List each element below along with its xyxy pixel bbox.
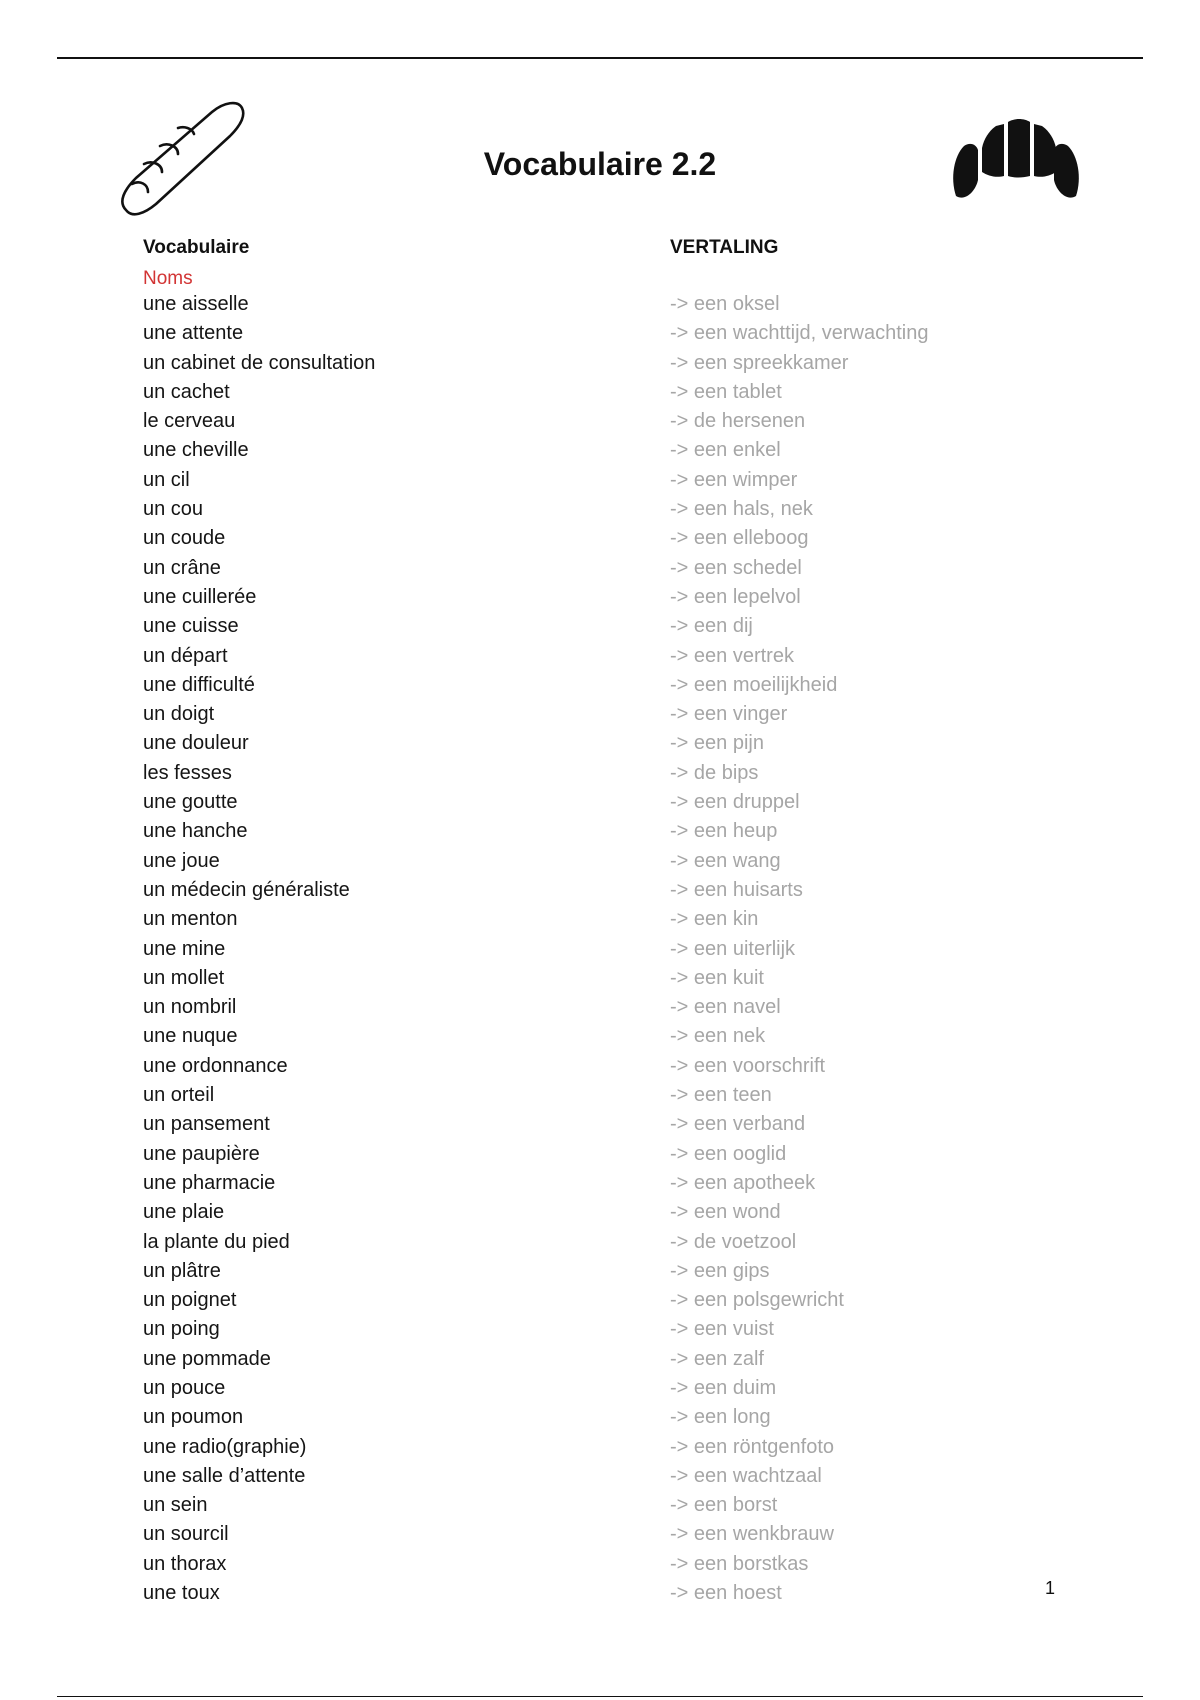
vocab-row xyxy=(0,645,1200,674)
dutch-translation: -> een pijn xyxy=(670,732,764,755)
dutch-translation: -> een lepelvol xyxy=(670,585,801,608)
vocab-row xyxy=(0,1377,1200,1406)
french-word: un poing xyxy=(143,1318,220,1341)
dutch-translation: -> een vuist xyxy=(670,1318,774,1341)
vocab-row xyxy=(0,322,1200,351)
vocab-row xyxy=(0,586,1200,615)
french-word: les fesses xyxy=(143,761,232,784)
dutch-translation: -> een kuit xyxy=(670,966,764,989)
section-label: Noms xyxy=(143,268,193,289)
dutch-translation: -> een verband xyxy=(670,1113,806,1136)
dutch-translation: -> een ooglid xyxy=(670,1142,787,1165)
vocab-row xyxy=(0,1231,1200,1260)
french-word: une douleur xyxy=(143,732,249,755)
vocab-row xyxy=(0,908,1200,937)
dutch-translation: -> een moeilijkheid xyxy=(670,673,838,696)
french-word: un sourcil xyxy=(143,1523,229,1546)
dutch-translation: -> een huisarts xyxy=(670,878,803,901)
french-word: un poumon xyxy=(143,1406,244,1429)
vocab-row xyxy=(0,1055,1200,1084)
vocab-row xyxy=(0,1348,1200,1377)
dutch-translation: -> de hersenen xyxy=(670,410,806,433)
dutch-translation: -> een kin xyxy=(670,908,759,931)
french-word: une attente xyxy=(143,322,244,345)
french-word: une radio(graphie) xyxy=(143,1435,307,1458)
vocab-row xyxy=(0,1494,1200,1523)
french-word: une nuque xyxy=(143,1025,238,1048)
french-word: un coude xyxy=(143,527,226,550)
vocab-row xyxy=(0,703,1200,732)
dutch-translation: -> een spreekkamer xyxy=(670,351,849,374)
dutch-translation: -> een schedel xyxy=(670,556,802,579)
vocab-row xyxy=(0,791,1200,820)
dutch-translation: -> een apotheek xyxy=(670,1171,816,1194)
dutch-translation: -> een hals, nek xyxy=(670,498,813,521)
dutch-translation: -> de bips xyxy=(670,761,759,784)
dutch-translation: -> een wang xyxy=(670,849,781,872)
dutch-translation: -> een vinger xyxy=(670,703,788,726)
french-word: une plaie xyxy=(143,1201,225,1224)
dutch-translation: -> een zalf xyxy=(670,1347,764,1370)
vocab-row xyxy=(0,293,1200,322)
vocab-row xyxy=(0,1582,1200,1611)
vocab-row xyxy=(0,1084,1200,1113)
vocab-row xyxy=(0,1143,1200,1172)
dutch-translation: -> een wachtzaal xyxy=(670,1464,822,1487)
page-title: Vocabulaire 2.2 xyxy=(483,146,717,182)
vocab-row xyxy=(0,1025,1200,1054)
french-word: un thorax xyxy=(143,1552,227,1575)
vocab-row xyxy=(0,1436,1200,1465)
dutch-translation: -> een wachttijd, verwachting xyxy=(670,322,929,345)
french-word: un plâtre xyxy=(143,1259,221,1282)
vocab-row xyxy=(0,1406,1200,1435)
dutch-translation: -> een dij xyxy=(670,615,753,638)
french-word: un nombril xyxy=(143,996,237,1019)
dutch-translation: -> een duim xyxy=(670,1376,777,1399)
vocab-row xyxy=(0,439,1200,468)
french-word: un cou xyxy=(143,498,204,521)
french-word: une cuisse xyxy=(143,615,239,638)
dutch-translation: -> een voorschrift xyxy=(670,1054,826,1077)
vocab-row xyxy=(0,762,1200,791)
dutch-translation: -> een borst xyxy=(670,1494,778,1517)
vocab-row xyxy=(0,674,1200,703)
french-word: une difficulté xyxy=(143,673,255,696)
vocab-row xyxy=(0,996,1200,1025)
vocab-row xyxy=(0,1465,1200,1494)
french-word: un médecin généraliste xyxy=(143,878,350,901)
french-word: une paupière xyxy=(143,1142,260,1165)
dutch-translation: -> een wond xyxy=(670,1201,781,1224)
croissant-icon xyxy=(950,112,1082,208)
vocab-row xyxy=(0,1318,1200,1347)
french-word: un pouce xyxy=(143,1376,226,1399)
vocab-row xyxy=(0,469,1200,498)
french-word: une pharmacie xyxy=(143,1171,276,1194)
dutch-translation: -> een heup xyxy=(670,820,778,843)
vocab-row xyxy=(0,820,1200,849)
french-word: une cuillerée xyxy=(143,585,257,608)
vocab-row xyxy=(0,938,1200,967)
dutch-translation: -> een tablet xyxy=(670,380,782,403)
vocab-row xyxy=(0,381,1200,410)
dutch-translation: -> een teen xyxy=(670,1084,772,1107)
french-word: une mine xyxy=(143,937,226,960)
vocab-row xyxy=(0,410,1200,439)
dutch-translation: -> een wenkbrauw xyxy=(670,1523,834,1546)
french-word: un crâne xyxy=(143,556,221,579)
dutch-translation: -> een navel xyxy=(670,996,781,1019)
dutch-translation: -> een uiterlijk xyxy=(670,937,796,960)
vocab-row xyxy=(0,1201,1200,1230)
vocab-row xyxy=(0,1260,1200,1289)
vocabulary-list xyxy=(0,293,1200,1611)
french-word: une joue xyxy=(143,849,220,872)
dutch-translation: -> een enkel xyxy=(670,439,781,462)
french-word: un orteil xyxy=(143,1084,215,1107)
vocab-row xyxy=(0,557,1200,586)
vocab-row xyxy=(0,352,1200,381)
french-word: un mollet xyxy=(143,966,225,989)
french-word: une ordonnance xyxy=(143,1054,288,1077)
dutch-translation: -> de voetzool xyxy=(670,1230,797,1253)
french-word: une pommade xyxy=(143,1347,271,1370)
page-number: 1 xyxy=(1045,1578,1056,1598)
vocab-row xyxy=(0,732,1200,761)
dutch-translation: -> een vertrek xyxy=(670,644,794,667)
dutch-translation: -> een druppel xyxy=(670,791,800,814)
dutch-translation: -> een elleboog xyxy=(670,527,809,550)
vocab-row xyxy=(0,1523,1200,1552)
french-word: un poignet xyxy=(143,1289,237,1312)
french-word: une goutte xyxy=(143,791,238,814)
dutch-translation: -> een röntgenfoto xyxy=(670,1435,835,1458)
french-word: un cachet xyxy=(143,380,230,403)
vocab-row xyxy=(0,967,1200,996)
bottom-rule xyxy=(57,1696,1143,1697)
dutch-translation: -> een long xyxy=(670,1406,771,1429)
vocab-row xyxy=(0,1172,1200,1201)
french-word: un sein xyxy=(143,1494,208,1517)
dutch-translation: -> een wimper xyxy=(670,468,798,491)
french-word: un cabinet de consultation xyxy=(143,351,376,374)
french-word: la plante du pied xyxy=(143,1230,290,1253)
vocab-row xyxy=(0,1553,1200,1582)
vocab-row xyxy=(0,850,1200,879)
column-header-french: Vocabulaire xyxy=(143,237,250,258)
french-word: un départ xyxy=(143,644,228,667)
vocab-row xyxy=(0,879,1200,908)
dutch-translation: -> een hoest xyxy=(670,1582,782,1605)
vocab-row xyxy=(0,615,1200,644)
french-word: une cheville xyxy=(143,439,249,462)
dutch-translation: -> een borstkas xyxy=(670,1552,809,1575)
french-word: le cerveau xyxy=(143,410,236,433)
french-word: un pansement xyxy=(143,1113,270,1136)
french-word: une salle d’attente xyxy=(143,1464,306,1487)
dutch-translation: -> een polsgewricht xyxy=(670,1289,844,1312)
french-word: un cil xyxy=(143,468,190,491)
french-word: un menton xyxy=(143,908,238,931)
dutch-translation: -> een oksel xyxy=(670,293,780,315)
dutch-translation: -> een gips xyxy=(670,1259,770,1282)
french-word: une aisselle xyxy=(143,293,249,315)
vocab-row xyxy=(0,527,1200,556)
french-word: une hanche xyxy=(143,820,248,843)
vocab-row xyxy=(0,498,1200,527)
column-header-translation: VERTALING xyxy=(670,237,779,258)
dutch-translation: -> een nek xyxy=(670,1025,766,1048)
french-word: un doigt xyxy=(143,703,215,726)
top-rule xyxy=(57,57,1143,59)
vocab-row xyxy=(0,1113,1200,1142)
vocab-row xyxy=(0,1289,1200,1318)
french-word: une toux xyxy=(143,1582,220,1605)
